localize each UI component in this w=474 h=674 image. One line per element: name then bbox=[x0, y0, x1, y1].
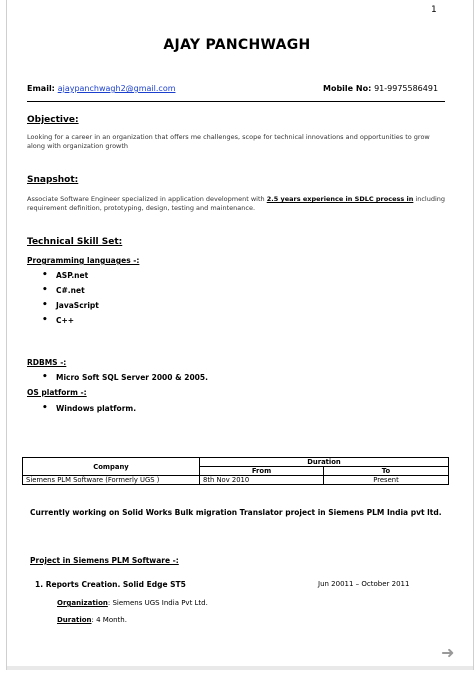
duration-label: Duration bbox=[57, 616, 92, 624]
header-divider bbox=[27, 101, 445, 102]
duration-value: 4 Month. bbox=[96, 616, 127, 624]
to-cell: Present bbox=[324, 476, 449, 485]
organization-value: Siemens UGS India Pvt Ltd. bbox=[112, 599, 208, 607]
from-cell: 8th Nov 2010 bbox=[200, 476, 324, 485]
rdbms-list bbox=[42, 373, 208, 388]
snapshot-text-after: including requirement definition, prototyping, design, testing and maintenance. bbox=[27, 195, 446, 212]
objective-title: Objective: bbox=[27, 115, 79, 125]
email-row bbox=[27, 84, 176, 93]
company-header: Company bbox=[23, 458, 200, 476]
current-work: Currently working on Solid Works Bulk migration Translator project in Siemens PLM India pvt ltd. bbox=[30, 508, 442, 517]
rdbms-title: RDBMS -: bbox=[27, 358, 67, 367]
os-list bbox=[42, 404, 136, 419]
programming-title: Programming languages -: bbox=[27, 256, 140, 265]
experience-table bbox=[22, 457, 449, 485]
snapshot-highlight: 2.5 years experience in SDLC process in bbox=[266, 195, 414, 203]
table-row bbox=[23, 476, 449, 485]
mobile-label: Mobile No: bbox=[323, 84, 372, 93]
page-bottom-bar bbox=[7, 666, 473, 670]
company-cell: Siemens PLM Software (Formerly UGS ) bbox=[23, 476, 200, 485]
list-item: • Micro Soft SQL Server 2000 & 2005. bbox=[42, 373, 208, 388]
list-item: • C++ bbox=[42, 316, 99, 331]
project-organization: Organization: Siemens UGS India Pvt Ltd. bbox=[57, 599, 208, 607]
skills-title: Technical Skill Set: bbox=[27, 237, 123, 247]
list-item: • ASP.net bbox=[42, 271, 99, 286]
organization-label: Organization bbox=[57, 599, 108, 607]
programming-list bbox=[42, 271, 99, 331]
next-arrow-icon[interactable]: ➜ bbox=[441, 643, 455, 662]
objective-text: Looking for a career in an organization that offers me challenges, scope for technical innovations and opportunities to grow along with organization growth bbox=[27, 133, 430, 150]
project-title: Reports Creation. Solid Edge ST5 bbox=[45, 580, 186, 589]
project-duration: Duration: 4 Month. bbox=[57, 616, 127, 624]
snapshot-text-before: Associate Software Engineer specialized in application development with bbox=[27, 195, 265, 203]
mobile-number: 91-9975586491 bbox=[374, 84, 439, 93]
email-link[interactable]: ajaypanchwagh2@gmail.com bbox=[57, 84, 176, 93]
list-item: • Windows platform. bbox=[42, 404, 136, 419]
candidate-name: AJAY PANCHWAGH bbox=[163, 37, 311, 53]
snapshot-text bbox=[27, 195, 447, 213]
project-number: 1. bbox=[35, 580, 44, 589]
snapshot-title: Snapshot: bbox=[27, 175, 79, 185]
from-header: From bbox=[200, 467, 324, 476]
os-title: OS platform -: bbox=[27, 388, 87, 397]
mobile-row bbox=[323, 84, 438, 93]
email-label: Email: bbox=[27, 84, 55, 93]
list-item: • C#.net bbox=[42, 286, 99, 301]
list-item: • JavaScript bbox=[42, 301, 99, 316]
project-item bbox=[35, 580, 186, 589]
to-header: To bbox=[324, 467, 449, 476]
duration-header: Duration bbox=[200, 458, 449, 467]
project-dates: Jun 20011 – October 2011 bbox=[318, 580, 410, 588]
page-number: 1 bbox=[431, 5, 437, 15]
projects-title: Project in Siemens PLM Software -: bbox=[30, 556, 179, 565]
